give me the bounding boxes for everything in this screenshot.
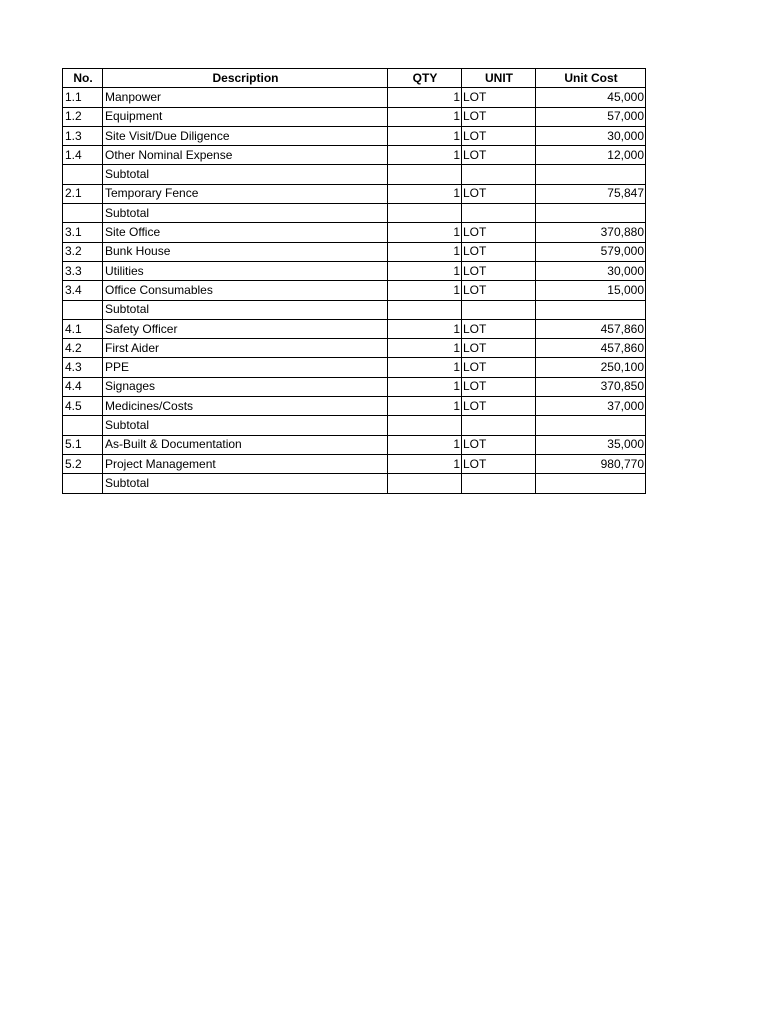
cell-unit — [462, 300, 536, 319]
table-header — [63, 69, 646, 88]
cell-unit — [462, 474, 536, 493]
cell-qty: 1 — [388, 435, 462, 454]
cell-description: Subtotal — [103, 165, 388, 184]
cell-unit-cost: 370,880 — [536, 223, 646, 242]
subtotal-row — [63, 300, 646, 319]
cell-description: Equipment — [103, 107, 388, 126]
cell-qty — [388, 474, 462, 493]
table-row — [63, 88, 646, 107]
header-unit-cost: Unit Cost — [536, 69, 646, 88]
cell-description: Subtotal — [103, 416, 388, 435]
cell-unit: LOT — [462, 281, 536, 300]
cell-description: Subtotal — [103, 300, 388, 319]
cost-table — [62, 68, 646, 494]
header-no: No. — [63, 69, 103, 88]
cell-qty: 1 — [388, 454, 462, 473]
cell-unit-cost — [536, 165, 646, 184]
cell-description: Subtotal — [103, 204, 388, 223]
header-row — [63, 69, 646, 88]
cell-no: 4.3 — [63, 358, 103, 377]
cell-qty — [388, 300, 462, 319]
cell-no: 3.2 — [63, 242, 103, 261]
table-row — [63, 223, 646, 242]
cell-no: 4.4 — [63, 377, 103, 396]
cell-unit-cost: 579,000 — [536, 242, 646, 261]
cell-description: Utilities — [103, 261, 388, 280]
cell-no — [63, 416, 103, 435]
table-row — [63, 107, 646, 126]
cell-qty: 1 — [388, 339, 462, 358]
cell-description: Site Office — [103, 223, 388, 242]
cell-unit: LOT — [462, 397, 536, 416]
cell-description: First Aider — [103, 339, 388, 358]
cell-qty: 1 — [388, 88, 462, 107]
cell-unit: LOT — [462, 319, 536, 338]
cell-no: 4.1 — [63, 319, 103, 338]
cell-unit: LOT — [462, 146, 536, 165]
cell-qty: 1 — [388, 242, 462, 261]
cell-unit-cost: 57,000 — [536, 107, 646, 126]
cell-unit: LOT — [462, 435, 536, 454]
cell-description: Office Consumables — [103, 281, 388, 300]
table-row — [63, 358, 646, 377]
cell-description: Subtotal — [103, 474, 388, 493]
subtotal-row — [63, 474, 646, 493]
table-row — [63, 435, 646, 454]
cell-no — [63, 474, 103, 493]
cell-description: As-Built & Documentation — [103, 435, 388, 454]
subtotal-row — [63, 165, 646, 184]
cell-qty: 1 — [388, 377, 462, 396]
table-row — [63, 126, 646, 145]
table-row — [63, 184, 646, 203]
table-row — [63, 339, 646, 358]
cell-no: 1.1 — [63, 88, 103, 107]
table-row — [63, 146, 646, 165]
cell-qty: 1 — [388, 319, 462, 338]
cell-no — [63, 300, 103, 319]
cell-description: Safety Officer — [103, 319, 388, 338]
cell-unit: LOT — [462, 88, 536, 107]
cell-unit-cost: 30,000 — [536, 126, 646, 145]
cell-unit-cost — [536, 300, 646, 319]
cell-unit-cost — [536, 204, 646, 223]
cell-unit: LOT — [462, 261, 536, 280]
table-row — [63, 281, 646, 300]
cell-unit: LOT — [462, 107, 536, 126]
cell-qty: 1 — [388, 358, 462, 377]
cell-no: 1.4 — [63, 146, 103, 165]
cell-description: Site Visit/Due Diligence — [103, 126, 388, 145]
cell-unit: LOT — [462, 339, 536, 358]
table-row — [63, 454, 646, 473]
cell-unit-cost: 15,000 — [536, 281, 646, 300]
table-body — [63, 88, 646, 493]
cell-unit-cost: 370,850 — [536, 377, 646, 396]
cell-no — [63, 165, 103, 184]
cell-qty: 1 — [388, 184, 462, 203]
cell-qty — [388, 204, 462, 223]
subtotal-row — [63, 204, 646, 223]
table-row — [63, 397, 646, 416]
cell-description: Project Management — [103, 454, 388, 473]
header-qty: QTY — [388, 69, 462, 88]
cell-unit-cost: 37,000 — [536, 397, 646, 416]
cell-unit: LOT — [462, 358, 536, 377]
cell-qty: 1 — [388, 126, 462, 145]
cell-unit-cost: 35,000 — [536, 435, 646, 454]
cell-unit-cost: 457,860 — [536, 339, 646, 358]
cell-unit: LOT — [462, 454, 536, 473]
cell-unit-cost: 45,000 — [536, 88, 646, 107]
cell-unit-cost: 75,847 — [536, 184, 646, 203]
cell-no: 1.3 — [63, 126, 103, 145]
header-unit: UNIT — [462, 69, 536, 88]
header-description: Description — [103, 69, 388, 88]
table-row — [63, 242, 646, 261]
cell-unit: LOT — [462, 377, 536, 396]
cell-unit: LOT — [462, 223, 536, 242]
table-row — [63, 261, 646, 280]
cell-no: 3.3 — [63, 261, 103, 280]
cell-unit — [462, 204, 536, 223]
cell-qty — [388, 165, 462, 184]
cell-qty — [388, 416, 462, 435]
cell-no: 4.5 — [63, 397, 103, 416]
cell-no: 5.2 — [63, 454, 103, 473]
cell-no: 5.1 — [63, 435, 103, 454]
cell-description: Manpower — [103, 88, 388, 107]
cell-description: Medicines/Costs — [103, 397, 388, 416]
cell-no: 2.1 — [63, 184, 103, 203]
cell-description: PPE — [103, 358, 388, 377]
cell-unit: LOT — [462, 184, 536, 203]
cell-unit-cost: 250,100 — [536, 358, 646, 377]
cell-description: Temporary Fence — [103, 184, 388, 203]
cell-unit — [462, 165, 536, 184]
cell-qty: 1 — [388, 281, 462, 300]
cell-unit: LOT — [462, 242, 536, 261]
cell-qty: 1 — [388, 397, 462, 416]
subtotal-row — [63, 416, 646, 435]
cell-description: Other Nominal Expense — [103, 146, 388, 165]
cell-unit-cost — [536, 416, 646, 435]
cell-no — [63, 204, 103, 223]
cell-no: 1.2 — [63, 107, 103, 126]
cell-unit-cost: 980,770 — [536, 454, 646, 473]
table-row — [63, 319, 646, 338]
cell-unit: LOT — [462, 126, 536, 145]
cell-unit-cost: 12,000 — [536, 146, 646, 165]
table-row — [63, 377, 646, 396]
cell-no: 3.1 — [63, 223, 103, 242]
cell-description: Bunk House — [103, 242, 388, 261]
cell-unit-cost: 457,860 — [536, 319, 646, 338]
cell-qty: 1 — [388, 146, 462, 165]
cell-qty: 1 — [388, 107, 462, 126]
cell-qty: 1 — [388, 261, 462, 280]
cell-unit — [462, 416, 536, 435]
cell-description: Signages — [103, 377, 388, 396]
cell-unit-cost — [536, 474, 646, 493]
cell-unit-cost: 30,000 — [536, 261, 646, 280]
cell-no: 3.4 — [63, 281, 103, 300]
cell-qty: 1 — [388, 223, 462, 242]
cell-no: 4.2 — [63, 339, 103, 358]
